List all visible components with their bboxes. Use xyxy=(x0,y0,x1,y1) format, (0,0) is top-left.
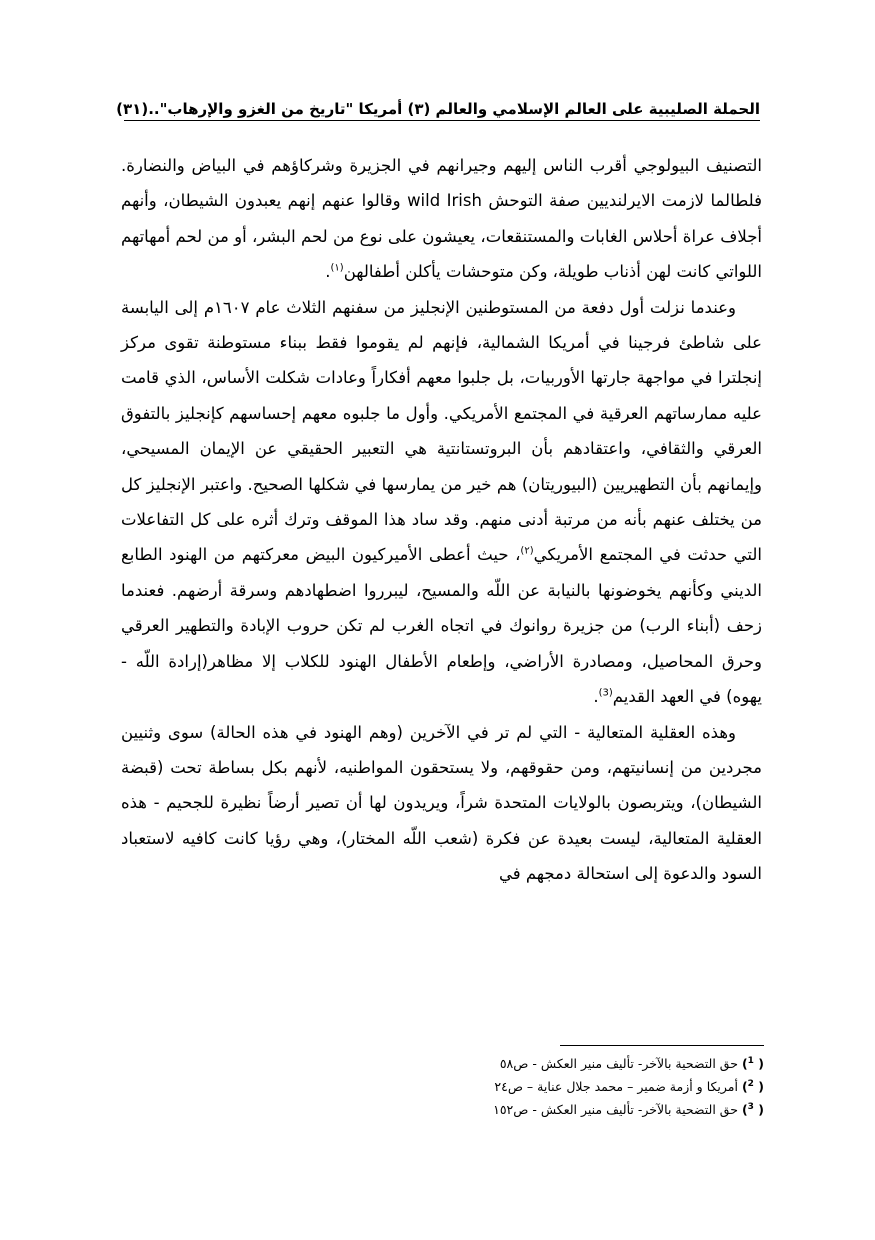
footnote-2 xyxy=(400,1075,764,1098)
footnote-ref-1: (١) xyxy=(330,262,344,274)
footnote-ref-2: (٢) xyxy=(520,545,534,557)
footnote-number: ( $^2$) xyxy=(741,1078,764,1094)
footnote-number: ( $^3$) xyxy=(741,1101,764,1117)
latin-term: wild Irish xyxy=(407,191,482,211)
page-number: (٣١) xyxy=(116,100,149,118)
paragraph-text: وعندما نزلت أول دفعة من المستوطنين الإنجليز من سفنهم الثلاث عام ١٦٠٧م إلى اليابسة على شاطئ فرجينا في أمريكا الشمالية، فإنهم لم يقوموا فقط ببناء مستوطنة تقوى مركز إنجلترا في مواجهة جارتها الأوربيات، بل جلبوا معهم أفكاراً وعادات شكلت الأساس، الذي قامت عليه ممارساتهم العرقية في المجتمع الأمريكي. وأول ما جلبوه معهم إحساسهم كإنجليز بالتفوق العرقي والثقافي، واعتقادهم بأن البروتستانتية هي التعبير الحقيقي عن الإيمان المسيحي، وإيمانهم بأن التطهيريين (البيوريتان) هم خير من يمارسها في شكلها الصحيح. واعتبر الإنجليز كل من يختلف عنهم بأنه من مرتبة أدنى منهم. وقد ساد هذا الموقف وترك أثره على كل التفاعلات التي حدثت في المجتمع الأمريكي xyxy=(121,297,762,565)
footnote-text: حق التضحية بالآخر- تأليف منير العكش - ص١٥٢ xyxy=(493,1102,738,1117)
paragraph-text: . xyxy=(593,687,599,707)
paragraph-1 xyxy=(121,148,762,290)
footnote-text: أمريكا و أزمة ضمير – محمد جلال عناية – ص٢٤ xyxy=(494,1079,738,1094)
paragraph-text: وهذه العقلية المتعالية - التي لم تر في الآخرين (وهم الهنود في هذه الحالة) سوى وثنيين مجردين من إنسانيتهم، ومن حقوقهم، ولا يستحقون المواطنيه، لأنهم بكل بساطة تحت (قبضة الشيطان)، ويتربصون بالولايات المتحدة شراً، ويريدون لها أن تصير أرضاً نظيرة للجحيم - هذه العقلية المتعالية، ليست بعيدة عن فكرة (شعب اللّه المختار)، وهي رؤيا كانت كافيه لاستعباد السود والدعوة إلى استحالة دمجهم في xyxy=(121,722,762,884)
footnote-3 xyxy=(400,1098,764,1121)
footnote-text: حق التضحية بالآخر- تأليف منير العكش - ص٥٨ xyxy=(499,1056,738,1071)
body-text xyxy=(121,148,762,892)
footnote-separator xyxy=(560,1045,764,1046)
paragraph-3 xyxy=(121,715,762,892)
running-header xyxy=(116,90,760,121)
paragraph-2 xyxy=(121,290,762,715)
paragraph-text: . xyxy=(325,262,331,282)
paragraph-text: التصنيف البيولوجي أقرب الناس إليهم وجيرانهم في الجزيرة وشركاؤهم في البياض والنضارة. فلطالما لازمت الايرلنديين صفة التوحش xyxy=(121,156,762,211)
paragraph-text: ، حيث أعطى الأميركيون البيض معركتهم من الهنود الطابع الديني وكأنهم يخوضونها بالنيابة عن اللّه والمسيح، ليبرروا اضطهادهم وسرقة أرضهم. فعندما زحف (أبناء الرب) من جزيرة روانوك في اتجاه الغرب لم تكن حروب الإبادة والتطهير العرقي وحرق المحاصيل، ومصادرة الأراضي، وإطعام الأطفال الهنود للكلاب إلا مظاهر(إرادة اللّه - يهوه) في العهد القديم xyxy=(121,545,762,707)
footnote-1 xyxy=(400,1052,764,1075)
paragraph-text: وقالوا عنهم إنهم يعبدون الشيطان، وأنهم أجلاف عراة أحلاس الغابات والمستنقعات، يعيشون على نوع من لحم البشر، أو من لحم أمهاتهم اللواتي كانت لهن أذناب طويلة، وكن متوحشات يأكلن أطفالهن xyxy=(121,191,762,282)
footnotes xyxy=(400,1052,764,1121)
footnote-number: ( $^1$) xyxy=(741,1055,764,1071)
footnote-ref-3: (3) xyxy=(598,687,613,699)
header-title: الحملة الصليبية على العالم الإسلامي والعالم (٣) أمريكا "تاريخ من الغزو والإرهاب".. xyxy=(148,100,760,118)
